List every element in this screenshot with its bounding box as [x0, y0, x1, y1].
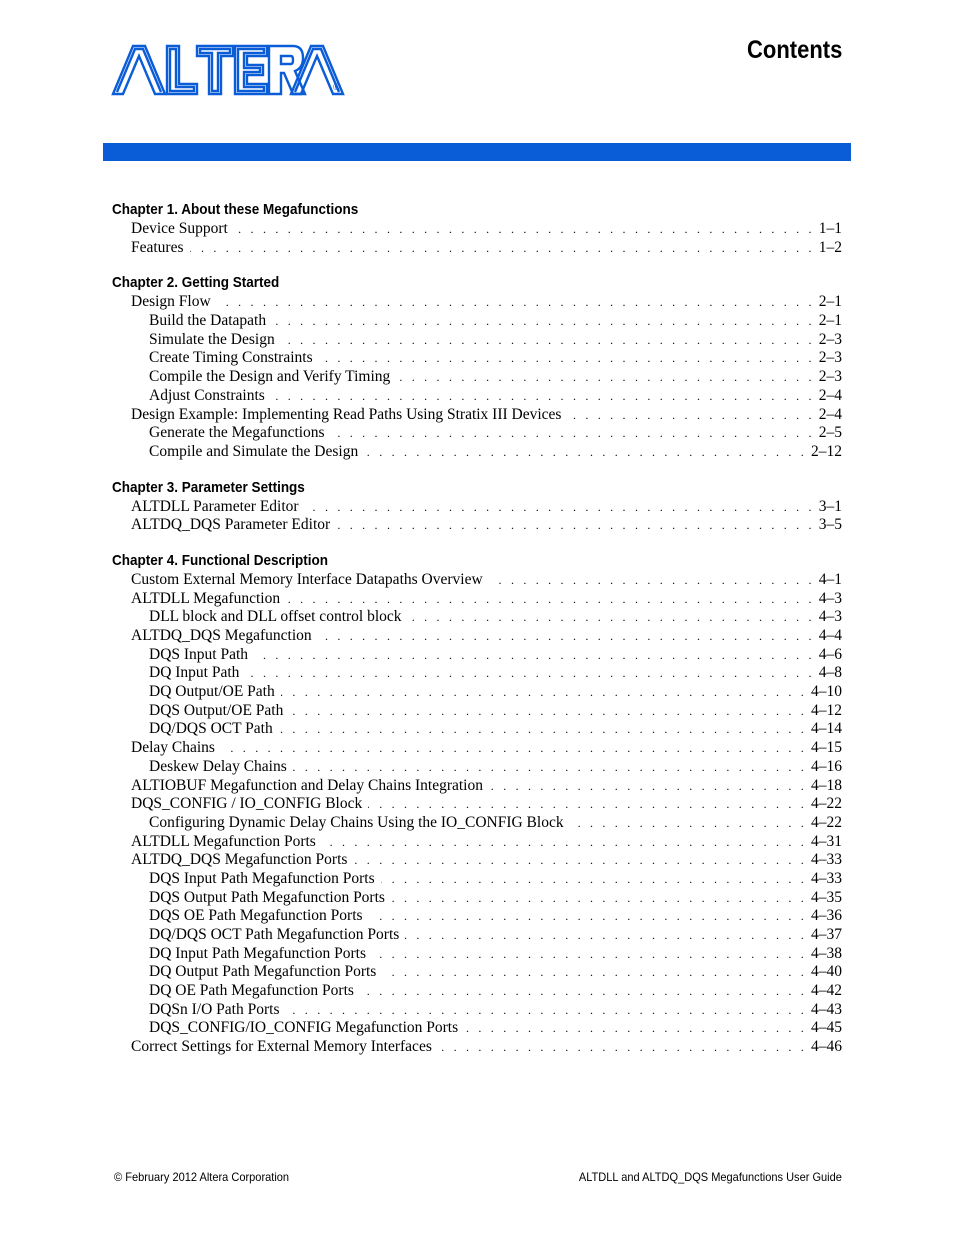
dot-leader: [368, 795, 807, 814]
toc-entry-page: 2–3: [818, 349, 842, 367]
toc-entry[interactable]: [112, 907, 842, 926]
toc-entry-page: 4–40: [811, 963, 842, 981]
toc-entry-label: Generate the Megafunctions: [149, 424, 325, 442]
toc-entry-page: 4–10: [811, 683, 842, 701]
toc-entry-label: DQ Output Path Megafunction Ports: [149, 963, 377, 981]
toc-entry[interactable]: [112, 814, 842, 833]
toc-entry-page: 2–3: [818, 368, 842, 386]
dot-leader: [254, 646, 815, 665]
dot-leader: [221, 739, 807, 758]
toc-entry-label: Compile the Design and Verify Timing: [149, 368, 391, 386]
toc-entry[interactable]: [112, 239, 842, 258]
page-title: Contents: [746, 36, 842, 64]
toc-entry[interactable]: [112, 889, 842, 908]
toc-entry-page: 4–43: [811, 1000, 842, 1018]
toc-entry[interactable]: [112, 349, 842, 368]
toc-entry[interactable]: [112, 664, 842, 683]
toc-entry[interactable]: [112, 312, 842, 331]
toc-entry[interactable]: [112, 777, 842, 796]
toc-entry-page: 4–33: [811, 851, 842, 869]
toc-entry-label: ALTIOBUF Megafunction and Delay Chains Integration: [131, 776, 483, 794]
toc-entry-label: ALTDLL Parameter Editor: [131, 497, 299, 515]
dot-leader: [408, 608, 815, 627]
toc-entry-label: DQS Output/OE Path: [149, 701, 284, 719]
toc-entry[interactable]: [112, 1038, 842, 1057]
toc-entry-page: 4–37: [811, 926, 842, 943]
toc-entry[interactable]: [112, 758, 842, 777]
toc-entry-label: DQ Input Path: [149, 664, 240, 682]
toc-entry-page: 2–4: [818, 405, 842, 423]
toc-entry[interactable]: [112, 982, 842, 1001]
toc-entry[interactable]: [112, 443, 842, 462]
toc-entry-page: 4–12: [811, 701, 842, 719]
dot-leader: [360, 982, 807, 1001]
toc-entry-page: 4–22: [811, 795, 842, 813]
toc-entry-page: 4–36: [811, 907, 842, 925]
dot-leader: [489, 777, 807, 796]
footer-guide-title: ALTDLL and ALTDQ_DQS Megafunctions User Guide: [578, 1170, 842, 1184]
toc-entry-page: 4–3: [818, 589, 842, 607]
toc-entry[interactable]: [112, 571, 842, 590]
toc-entry-page: 4–31: [811, 832, 842, 850]
toc-entry-label: DQSn I/O Path Ports: [149, 1000, 280, 1018]
toc-entry-page: 4–46: [811, 1038, 842, 1056]
toc-entry[interactable]: [112, 720, 842, 739]
chapter-heading[interactable]: Chapter 3. Parameter Settings: [112, 478, 305, 496]
toc-entry-label: Simulate the Design: [149, 330, 275, 348]
dot-leader: [382, 963, 807, 982]
dot-leader: [331, 424, 815, 443]
dot-leader: [285, 1001, 807, 1020]
toc-entry-page: 4–1: [818, 570, 842, 588]
toc-entry[interactable]: [112, 926, 842, 945]
toc-entry-page: 4–15: [811, 739, 842, 757]
toc-entry-label: ALTDQ_DQS Megafunction: [131, 627, 312, 644]
toc-chapter: [112, 551, 842, 1057]
toc-entry[interactable]: [112, 945, 842, 964]
toc-entry[interactable]: [112, 590, 842, 609]
toc-entry-label: Compile and Simulate the Design: [149, 442, 359, 460]
toc-entry-page: 1–2: [818, 238, 842, 256]
toc-entry-label: DQS Output Path Megafunction Ports: [149, 888, 385, 906]
dot-leader: [405, 926, 807, 945]
toc-entry[interactable]: [112, 739, 842, 758]
header-rule-bar: [103, 143, 851, 161]
toc-entry-label: Correct Settings for External Memory Interfaces: [131, 1038, 432, 1056]
toc-entry-label: DQS_CONFIG/IO_CONFIG Megafunction Ports: [149, 1019, 459, 1037]
toc-entry[interactable]: [112, 331, 842, 350]
toc-chapter: [112, 273, 842, 461]
toc-entry[interactable]: [112, 795, 842, 814]
toc-entry-page: 3–1: [818, 497, 842, 515]
toc-entry-label: Features: [131, 238, 184, 256]
registered-mark: ®: [333, 82, 340, 92]
toc-entry-page: 2–3: [818, 330, 842, 348]
toc-entry-label: Adjust Constraints: [149, 386, 265, 404]
toc-entry-page: 4–16: [811, 757, 842, 775]
toc-entry-page: 4–18: [811, 776, 842, 794]
toc-entry-page: 1–1: [818, 220, 842, 237]
toc-entry-page: 4–33: [811, 869, 842, 887]
toc-entry-label: Delay Chains: [131, 739, 215, 757]
toc-entry[interactable]: [112, 646, 842, 665]
dot-leader: [279, 720, 807, 739]
dot-leader: [271, 387, 815, 406]
dot-leader: [322, 833, 807, 852]
dot-leader: [396, 368, 814, 387]
toc-entry-label: Design Example: Implementing Read Paths Using Stratix III Devices: [131, 405, 562, 423]
toc-entry-label: ALTDQ_DQS Megafunction Ports: [131, 851, 348, 869]
toc-entry[interactable]: [112, 220, 842, 239]
toc-entry-label: DQ/DQS OCT Path Megafunction Ports: [149, 926, 400, 943]
toc-entry-label: DQ Output/OE Path: [149, 683, 275, 701]
toc-entry-page: 2–4: [818, 386, 842, 404]
toc-entry-label: Create Timing Constraints: [149, 349, 313, 367]
toc-entry-label: DQS Input Path: [149, 645, 249, 663]
toc-entry-label: Build the Datapath: [149, 312, 267, 330]
toc-entry-label: DQS OE Path Megafunction Ports: [149, 907, 363, 925]
toc-entry-page: 4–6: [818, 645, 842, 663]
toc-entry[interactable]: [112, 406, 842, 425]
dot-leader: [217, 293, 815, 312]
toc-entry-label: DQ Input Path Megafunction Ports: [149, 944, 366, 962]
dot-leader: [289, 702, 807, 721]
toc-entry-page: 4–45: [811, 1019, 842, 1037]
dot-leader: [319, 349, 815, 368]
dot-leader: [281, 331, 815, 350]
dot-leader: [272, 312, 815, 331]
toc-entry-label: Configuring Dynamic Delay Chains Using the IO_CONFIG Block: [149, 813, 564, 831]
toc-entry-page: 2–12: [811, 442, 842, 460]
toc-entry-page: 4–35: [811, 888, 842, 906]
toc-entry[interactable]: [112, 368, 842, 387]
toc-entry[interactable]: [112, 870, 842, 889]
toc-entry-page: 4–14: [811, 720, 842, 738]
toc-entry-page: 4–3: [818, 608, 842, 626]
dot-leader: [353, 851, 807, 870]
toc-entry-page: 4–8: [818, 664, 842, 682]
dot-leader: [570, 814, 807, 833]
toc-entry-page: 4–4: [818, 627, 842, 644]
toc-entry-label: ALTDQ_DQS Parameter Editor: [131, 516, 331, 534]
dot-leader: [391, 889, 807, 908]
dot-leader: [369, 907, 807, 926]
toc-entry[interactable]: [112, 424, 842, 443]
toc-entry[interactable]: [112, 1001, 842, 1020]
dot-leader: [464, 1019, 807, 1038]
toc-entry[interactable]: [112, 833, 842, 852]
toc-entry-label: DLL block and DLL offset control block: [149, 608, 402, 626]
chapter-heading[interactable]: Chapter 4. Functional Description: [112, 551, 329, 569]
toc-entry-label: Design Flow: [131, 293, 211, 311]
toc-entry-label: DQS Input Path Megafunction Ports: [149, 869, 375, 887]
dot-leader: [364, 443, 807, 462]
dot-leader: [293, 758, 807, 777]
toc-entry-label: ALTDLL Megafunction Ports: [131, 832, 316, 850]
toc-entry-page: 4–42: [811, 982, 842, 1000]
toc-entry-page: 4–38: [811, 944, 842, 962]
altera-logo-icon: [111, 44, 347, 98]
toc-entry[interactable]: [112, 683, 842, 702]
dot-leader: [567, 406, 814, 425]
toc-chapter: [112, 200, 842, 257]
chapter-heading[interactable]: Chapter 1. About these Megafunctions: [112, 201, 359, 218]
toc-entry[interactable]: [112, 516, 842, 535]
toc-entry-label: DQS_CONFIG / IO_CONFIG Block: [131, 795, 363, 813]
dot-leader: [318, 627, 815, 646]
dot-leader: [190, 239, 815, 258]
toc-entry[interactable]: [112, 293, 842, 312]
toc-entry-page: 3–5: [818, 516, 842, 534]
toc-entry-label: DQ/DQS OCT Path: [149, 720, 273, 738]
toc-entry-page: 4–22: [811, 813, 842, 831]
toc-entry[interactable]: [112, 627, 842, 646]
dot-leader: [286, 590, 815, 609]
toc-entry-page: 2–5: [818, 424, 842, 442]
toc-entry-label: Device Support: [131, 220, 228, 237]
dot-leader: [336, 516, 815, 535]
footer-copyright: © February 2012 Altera Corporation: [114, 1170, 290, 1184]
altera-logo: [111, 44, 347, 98]
toc-entry-page: 2–1: [818, 312, 842, 330]
chapter-heading[interactable]: Chapter 2. Getting Started: [112, 274, 280, 292]
toc-entry-label: DQ OE Path Megafunction Ports: [149, 982, 354, 1000]
dot-leader: [438, 1038, 807, 1057]
dot-leader: [305, 498, 815, 517]
toc-entry[interactable]: [112, 498, 842, 517]
toc-chapter: [112, 478, 842, 535]
toc-entry-label: Custom External Memory Interface Datapaths Overview: [131, 570, 483, 588]
dot-leader: [381, 870, 807, 889]
toc-entry[interactable]: [112, 608, 842, 627]
toc-entry-label: Deskew Delay Chains: [149, 757, 287, 775]
toc-entry-page: 2–1: [818, 293, 842, 311]
toc-entry[interactable]: [112, 963, 842, 982]
dot-leader: [281, 683, 807, 702]
toc-entry[interactable]: [112, 851, 842, 870]
toc-entry-label: ALTDLL Megafunction: [131, 589, 281, 607]
toc-entry[interactable]: [112, 387, 842, 406]
dot-leader: [372, 945, 807, 964]
toc-entry[interactable]: [112, 1019, 842, 1038]
table-of-contents: [112, 200, 842, 1073]
dot-leader: [489, 571, 815, 590]
dot-leader: [234, 220, 815, 239]
toc-entry[interactable]: [112, 702, 842, 721]
dot-leader: [245, 664, 814, 683]
